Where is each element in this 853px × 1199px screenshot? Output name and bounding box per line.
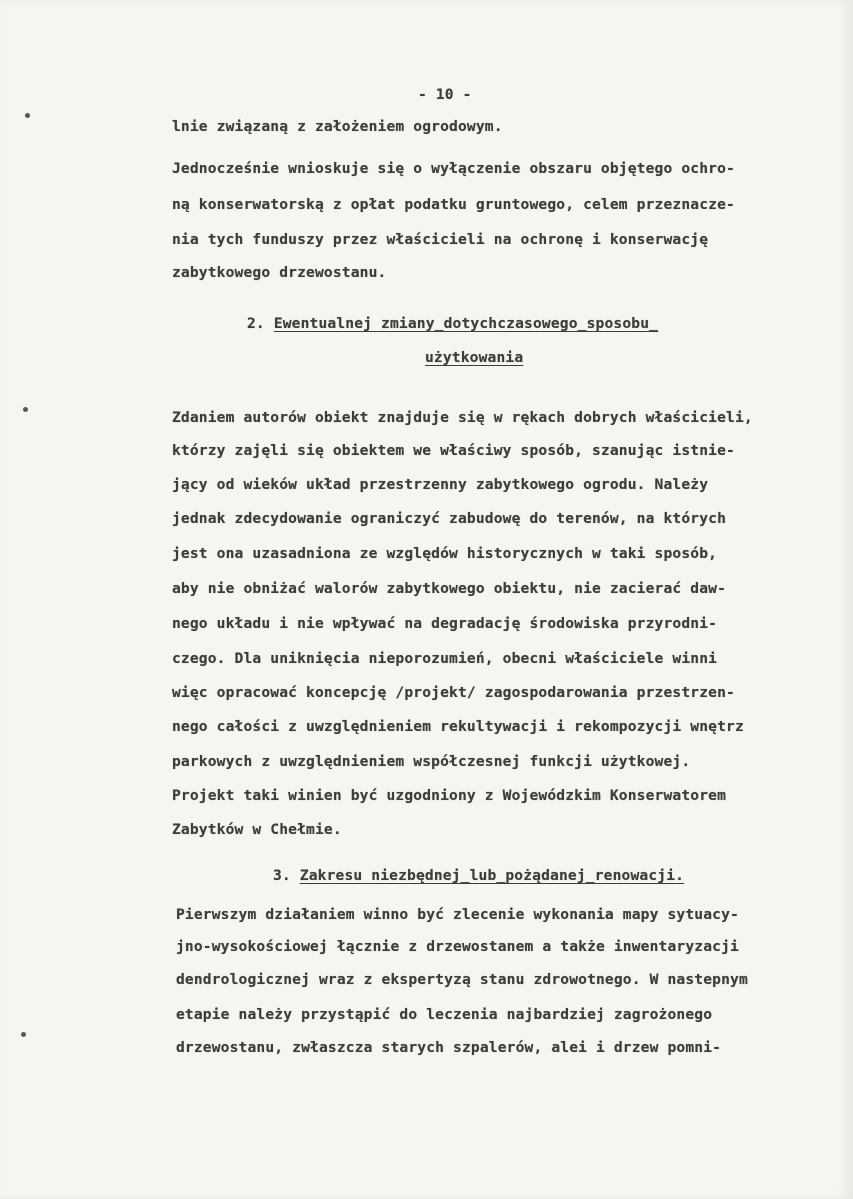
punch-hole-mark [23, 407, 28, 412]
text-line: etapie należy przystąpić do leczenia najbardziej zagrożonego [176, 1006, 713, 1023]
text-line: lnie związaną z założeniem ogrodowym. [172, 118, 503, 135]
text-line: ną konserwatorską z opłat podatku gruntowego, celem przeznacze- [172, 196, 735, 213]
section-number: 2. [247, 315, 274, 332]
text-line: aby nie obniżać walorów zabytkowego obiektu, nie zacierać daw- [172, 580, 727, 597]
page-number: - 10 - [418, 86, 472, 103]
text-line: nego całości z uwzględnieniem rekultywacji i rekompozycji wnętrz [172, 718, 744, 735]
text-line: zabytkowego drzewostanu. [172, 264, 387, 281]
text-line: Zdaniem autorów obiekt znajduje się w rękach dobrych właścicieli, [172, 409, 753, 426]
text-line: dendrologicznej wraz z ekspertyzą stanu zdrowotnego. W nastepnym [176, 971, 748, 988]
text-line: którzy zajęli się obiektem we właściwy sposób, szanując istnie- [172, 442, 735, 459]
text-line: drzewostanu, zwłaszcza starych szpalerów, alei i drzew pomni- [176, 1039, 722, 1056]
text-line: jący od wieków układ przestrzenny zabytkowego ogrodu. Należy [172, 476, 709, 493]
section-title: Zakresu niezbędnej_lub_pożądanej_renowacji. [299, 867, 685, 884]
section-title-continuation: użytkowania [425, 349, 524, 366]
text-line: jno-wysokościowej łącznie z drzewostanem a także inwentaryzacji [176, 938, 739, 955]
text-line: czego. Dla uniknięcia nieporozumień, obecni właściciele winni [172, 650, 718, 667]
text-line: jest ona uzasadniona ze względów historycznych w taki sposób, [172, 545, 718, 562]
section-title: Ewentualnej zmiany_dotychczasowego_sposobu_ [273, 315, 659, 332]
text-line: Projekt taki winien być uzgodniony z Wojewódzkim Konserwatorem [172, 787, 727, 804]
text-line: parkowych z uwzględnieniem współczesnej funkcji użytkowej. [172, 753, 691, 770]
text-line: nia tych funduszy przez właścicieli na ochronę i konserwację [172, 231, 709, 248]
text-line: jednak zdecydowanie ograniczyć zabudowę do terenów, na których [172, 510, 727, 527]
section-heading [247, 315, 658, 332]
punch-hole-mark [25, 113, 30, 118]
text-line: Pierwszym działaniem winno być zlecenie wykonania mapy sytuacy- [176, 906, 739, 923]
text-line: Jednocześnie wnioskuje się o wyłączenie obszaru objętego ochro- [172, 160, 735, 177]
text-line: Zabytków w Chełmie. [172, 821, 342, 838]
section-heading [273, 867, 684, 884]
punch-hole-mark [21, 1032, 26, 1037]
text-line: więc opracować koncepcję /projekt/ zagospodarowania przestrzen- [172, 684, 735, 701]
text-line: nego układu i nie wpływać na degradację środowiska przyrodni- [172, 615, 718, 632]
section-number: 3. [273, 867, 300, 884]
